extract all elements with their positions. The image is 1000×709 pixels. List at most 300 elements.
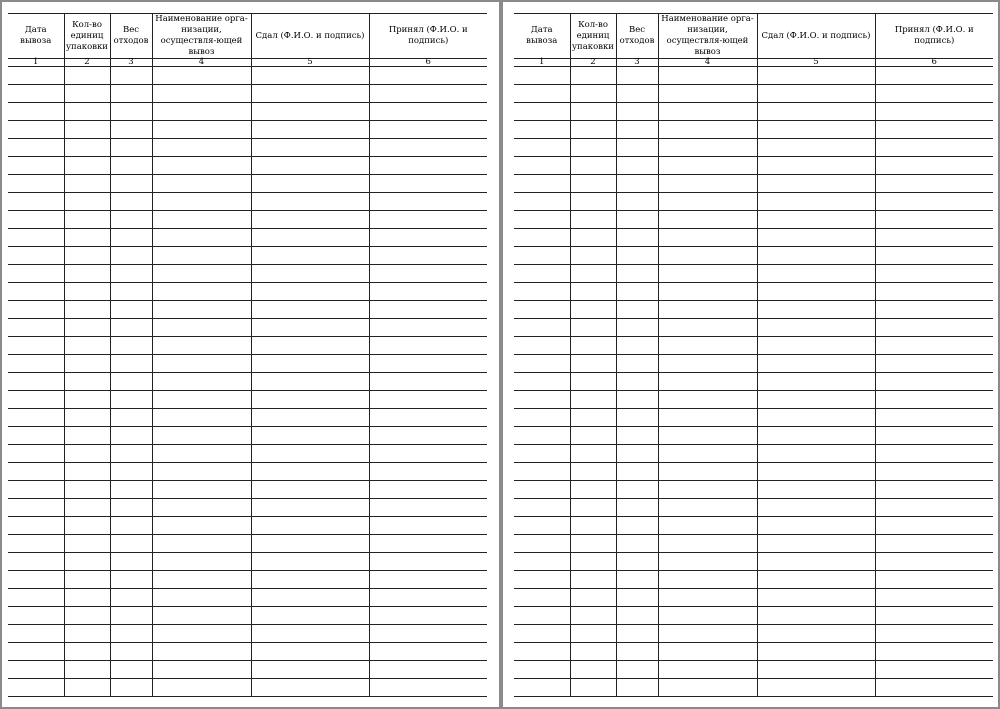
table-cell[interactable] [658,535,757,553]
table-cell[interactable] [110,211,152,229]
table-cell[interactable] [875,211,993,229]
table-cell[interactable] [616,85,658,103]
table-cell[interactable] [658,373,757,391]
table-cell[interactable] [369,625,487,643]
table-cell[interactable] [8,265,64,283]
table-cell[interactable] [369,373,487,391]
table-cell[interactable] [570,589,616,607]
table-cell[interactable] [875,121,993,139]
table-cell[interactable] [658,589,757,607]
table-cell[interactable] [64,139,110,157]
table-cell[interactable] [64,229,110,247]
table-cell[interactable] [757,283,875,301]
table-cell[interactable] [616,445,658,463]
table-cell[interactable] [514,229,570,247]
table-cell[interactable] [757,535,875,553]
table-cell[interactable] [514,175,570,193]
table-cell[interactable] [64,319,110,337]
table-cell[interactable] [658,571,757,589]
table-cell[interactable] [616,427,658,445]
table-cell[interactable] [514,571,570,589]
table-cell[interactable] [8,355,64,373]
table-cell[interactable] [110,661,152,679]
table-cell[interactable] [616,67,658,85]
table-cell[interactable] [875,355,993,373]
table-cell[interactable] [64,355,110,373]
table-cell[interactable] [570,355,616,373]
table-cell[interactable] [757,391,875,409]
table-cell[interactable] [658,229,757,247]
table-cell[interactable] [875,319,993,337]
table-cell[interactable] [152,355,251,373]
table-cell[interactable] [616,499,658,517]
table-cell[interactable] [616,463,658,481]
table-cell[interactable] [875,499,993,517]
table-cell[interactable] [369,193,487,211]
table-cell[interactable] [570,643,616,661]
table-cell[interactable] [514,481,570,499]
table-cell[interactable] [152,391,251,409]
table-cell[interactable] [369,607,487,625]
table-cell[interactable] [110,589,152,607]
table-cell[interactable] [757,517,875,535]
table-cell[interactable] [369,409,487,427]
table-cell[interactable] [64,265,110,283]
table-cell[interactable] [757,175,875,193]
table-cell[interactable] [110,373,152,391]
table-cell[interactable] [570,445,616,463]
table-cell[interactable] [875,67,993,85]
table-cell[interactable] [152,265,251,283]
table-cell[interactable] [152,463,251,481]
table-cell[interactable] [875,553,993,571]
table-cell[interactable] [152,121,251,139]
table-cell[interactable] [152,67,251,85]
table-cell[interactable] [757,445,875,463]
table-cell[interactable] [110,283,152,301]
table-cell[interactable] [152,139,251,157]
table-cell[interactable] [64,283,110,301]
table-cell[interactable] [64,571,110,589]
table-cell[interactable] [875,463,993,481]
table-cell[interactable] [64,643,110,661]
table-cell[interactable] [570,517,616,535]
table-cell[interactable] [757,625,875,643]
table-cell[interactable] [8,193,64,211]
table-cell[interactable] [514,499,570,517]
table-cell[interactable] [514,265,570,283]
table-cell[interactable] [369,211,487,229]
table-cell[interactable] [875,103,993,121]
table-cell[interactable] [658,67,757,85]
table-cell[interactable] [8,589,64,607]
table-cell[interactable] [757,409,875,427]
table-cell[interactable] [251,643,369,661]
table-cell[interactable] [875,481,993,499]
table-cell[interactable] [616,103,658,121]
table-cell[interactable] [369,103,487,121]
table-cell[interactable] [514,301,570,319]
table-cell[interactable] [616,481,658,499]
table-cell[interactable] [369,535,487,553]
table-cell[interactable] [64,391,110,409]
table-cell[interactable] [658,607,757,625]
table-cell[interactable] [570,625,616,643]
table-cell[interactable] [616,589,658,607]
table-cell[interactable] [8,571,64,589]
table-cell[interactable] [152,625,251,643]
table-cell[interactable] [757,643,875,661]
table-cell[interactable] [658,193,757,211]
table-cell[interactable] [8,445,64,463]
table-cell[interactable] [110,319,152,337]
table-cell[interactable] [514,643,570,661]
table-cell[interactable] [369,463,487,481]
table-cell[interactable] [757,103,875,121]
table-cell[interactable] [658,481,757,499]
table-cell[interactable] [152,301,251,319]
table-cell[interactable] [875,427,993,445]
table-cell[interactable] [757,157,875,175]
table-cell[interactable] [658,157,757,175]
table-cell[interactable] [514,679,570,697]
table-cell[interactable] [875,391,993,409]
table-cell[interactable] [110,85,152,103]
table-cell[interactable] [110,535,152,553]
table-cell[interactable] [251,553,369,571]
table-cell[interactable] [110,445,152,463]
table-cell[interactable] [875,337,993,355]
table-cell[interactable] [757,571,875,589]
table-cell[interactable] [64,553,110,571]
table-cell[interactable] [369,139,487,157]
table-cell[interactable] [64,661,110,679]
table-cell[interactable] [64,517,110,535]
table-cell[interactable] [616,553,658,571]
table-cell[interactable] [8,553,64,571]
table-cell[interactable] [64,157,110,175]
table-cell[interactable] [8,247,64,265]
table-cell[interactable] [570,139,616,157]
table-cell[interactable] [616,319,658,337]
table-cell[interactable] [110,139,152,157]
table-cell[interactable] [369,571,487,589]
table-cell[interactable] [64,607,110,625]
table-cell[interactable] [616,373,658,391]
table-cell[interactable] [8,67,64,85]
table-cell[interactable] [570,337,616,355]
table-cell[interactable] [251,301,369,319]
table-cell[interactable] [152,229,251,247]
table-cell[interactable] [875,157,993,175]
table-cell[interactable] [757,463,875,481]
table-cell[interactable] [8,301,64,319]
table-cell[interactable] [8,679,64,697]
table-cell[interactable] [875,139,993,157]
table-cell[interactable] [251,409,369,427]
table-cell[interactable] [570,193,616,211]
table-cell[interactable] [658,337,757,355]
table-cell[interactable] [570,103,616,121]
table-cell[interactable] [251,679,369,697]
table-cell[interactable] [8,463,64,481]
table-cell[interactable] [64,175,110,193]
table-cell[interactable] [570,247,616,265]
table-cell[interactable] [369,355,487,373]
table-cell[interactable] [658,85,757,103]
table-cell[interactable] [369,661,487,679]
table-cell[interactable] [616,535,658,553]
table-cell[interactable] [875,265,993,283]
table-cell[interactable] [8,391,64,409]
table-cell[interactable] [8,499,64,517]
table-cell[interactable] [369,265,487,283]
table-cell[interactable] [8,409,64,427]
table-cell[interactable] [8,373,64,391]
table-cell[interactable] [64,463,110,481]
table-cell[interactable] [514,193,570,211]
table-cell[interactable] [152,211,251,229]
table-cell[interactable] [152,535,251,553]
table-cell[interactable] [369,175,487,193]
table-cell[interactable] [110,391,152,409]
table-cell[interactable] [251,193,369,211]
table-cell[interactable] [514,517,570,535]
table-cell[interactable] [616,571,658,589]
table-cell[interactable] [570,391,616,409]
table-cell[interactable] [369,445,487,463]
table-cell[interactable] [8,175,64,193]
table-cell[interactable] [152,553,251,571]
table-cell[interactable] [514,553,570,571]
table-cell[interactable] [616,229,658,247]
table-cell[interactable] [251,625,369,643]
table-cell[interactable] [251,355,369,373]
table-cell[interactable] [64,481,110,499]
table-cell[interactable] [514,247,570,265]
table-cell[interactable] [251,247,369,265]
table-cell[interactable] [110,301,152,319]
table-cell[interactable] [152,427,251,445]
table-cell[interactable] [658,283,757,301]
table-cell[interactable] [757,229,875,247]
table-cell[interactable] [152,157,251,175]
table-cell[interactable] [875,409,993,427]
table-cell[interactable] [514,661,570,679]
table-cell[interactable] [64,103,110,121]
table-cell[interactable] [570,319,616,337]
table-cell[interactable] [658,265,757,283]
table-cell[interactable] [514,103,570,121]
table-cell[interactable] [875,445,993,463]
table-cell[interactable] [8,85,64,103]
table-cell[interactable] [369,67,487,85]
table-cell[interactable] [369,301,487,319]
table-cell[interactable] [757,373,875,391]
table-cell[interactable] [152,283,251,301]
table-cell[interactable] [64,85,110,103]
table-cell[interactable] [514,283,570,301]
table-cell[interactable] [64,247,110,265]
table-cell[interactable] [152,679,251,697]
table-cell[interactable] [658,409,757,427]
table-cell[interactable] [152,661,251,679]
table-cell[interactable] [110,121,152,139]
table-cell[interactable] [875,535,993,553]
table-cell[interactable] [570,427,616,445]
table-cell[interactable] [251,463,369,481]
table-cell[interactable] [152,85,251,103]
table-cell[interactable] [251,283,369,301]
table-cell[interactable] [875,283,993,301]
table-cell[interactable] [8,283,64,301]
table-cell[interactable] [152,589,251,607]
table-cell[interactable] [757,661,875,679]
table-cell[interactable] [152,445,251,463]
table-cell[interactable] [570,535,616,553]
table-cell[interactable] [616,301,658,319]
table-cell[interactable] [570,265,616,283]
table-cell[interactable] [251,661,369,679]
table-cell[interactable] [8,211,64,229]
table-cell[interactable] [152,373,251,391]
table-cell[interactable] [8,427,64,445]
table-cell[interactable] [369,283,487,301]
table-cell[interactable] [8,157,64,175]
table-cell[interactable] [8,643,64,661]
table-cell[interactable] [757,355,875,373]
table-cell[interactable] [64,409,110,427]
table-cell[interactable] [875,625,993,643]
table-cell[interactable] [875,643,993,661]
table-cell[interactable] [757,481,875,499]
table-cell[interactable] [251,427,369,445]
table-cell[interactable] [514,589,570,607]
table-cell[interactable] [875,85,993,103]
table-cell[interactable] [757,337,875,355]
table-cell[interactable] [64,625,110,643]
table-cell[interactable] [875,247,993,265]
table-cell[interactable] [514,373,570,391]
table-cell[interactable] [514,427,570,445]
table-cell[interactable] [8,139,64,157]
table-cell[interactable] [570,661,616,679]
table-cell[interactable] [110,409,152,427]
table-cell[interactable] [64,679,110,697]
table-cell[interactable] [875,661,993,679]
table-cell[interactable] [616,139,658,157]
table-cell[interactable] [110,625,152,643]
table-cell[interactable] [875,679,993,697]
table-cell[interactable] [616,265,658,283]
table-cell[interactable] [514,391,570,409]
table-cell[interactable] [570,283,616,301]
table-cell[interactable] [152,247,251,265]
table-cell[interactable] [570,67,616,85]
table-cell[interactable] [64,211,110,229]
table-cell[interactable] [64,121,110,139]
table-cell[interactable] [658,463,757,481]
table-cell[interactable] [616,355,658,373]
table-cell[interactable] [64,301,110,319]
table-cell[interactable] [570,121,616,139]
table-cell[interactable] [875,301,993,319]
table-cell[interactable] [110,103,152,121]
table-cell[interactable] [658,625,757,643]
table-cell[interactable] [110,247,152,265]
table-cell[interactable] [251,517,369,535]
table-cell[interactable] [616,409,658,427]
table-cell[interactable] [514,355,570,373]
table-cell[interactable] [110,463,152,481]
table-cell[interactable] [152,517,251,535]
table-cell[interactable] [8,121,64,139]
table-cell[interactable] [875,373,993,391]
table-cell[interactable] [251,319,369,337]
table-cell[interactable] [757,121,875,139]
table-cell[interactable] [152,337,251,355]
table-cell[interactable] [8,607,64,625]
table-cell[interactable] [757,265,875,283]
table-cell[interactable] [570,175,616,193]
table-cell[interactable] [251,445,369,463]
table-cell[interactable] [658,553,757,571]
table-cell[interactable] [110,157,152,175]
table-cell[interactable] [757,247,875,265]
table-cell[interactable] [658,517,757,535]
table-cell[interactable] [64,589,110,607]
table-cell[interactable] [8,319,64,337]
table-cell[interactable] [757,553,875,571]
table-cell[interactable] [514,319,570,337]
table-cell[interactable] [757,211,875,229]
table-cell[interactable] [570,301,616,319]
table-cell[interactable] [110,607,152,625]
table-cell[interactable] [616,625,658,643]
table-cell[interactable] [369,643,487,661]
table-cell[interactable] [658,121,757,139]
table-cell[interactable] [514,607,570,625]
table-cell[interactable] [110,337,152,355]
table-cell[interactable] [110,517,152,535]
table-cell[interactable] [875,571,993,589]
table-cell[interactable] [251,211,369,229]
table-cell[interactable] [369,427,487,445]
table-cell[interactable] [110,499,152,517]
table-cell[interactable] [369,679,487,697]
table-cell[interactable] [8,103,64,121]
table-cell[interactable] [757,427,875,445]
table-cell[interactable] [8,535,64,553]
table-cell[interactable] [514,211,570,229]
table-cell[interactable] [616,391,658,409]
table-cell[interactable] [251,571,369,589]
table-cell[interactable] [110,643,152,661]
table-cell[interactable] [658,139,757,157]
table-cell[interactable] [658,247,757,265]
table-cell[interactable] [64,337,110,355]
table-cell[interactable] [152,409,251,427]
table-cell[interactable] [570,607,616,625]
table-cell[interactable] [110,571,152,589]
table-cell[interactable] [757,589,875,607]
table-cell[interactable] [152,175,251,193]
table-cell[interactable] [658,355,757,373]
table-cell[interactable] [251,391,369,409]
table-cell[interactable] [152,643,251,661]
table-cell[interactable] [251,589,369,607]
table-cell[interactable] [616,337,658,355]
